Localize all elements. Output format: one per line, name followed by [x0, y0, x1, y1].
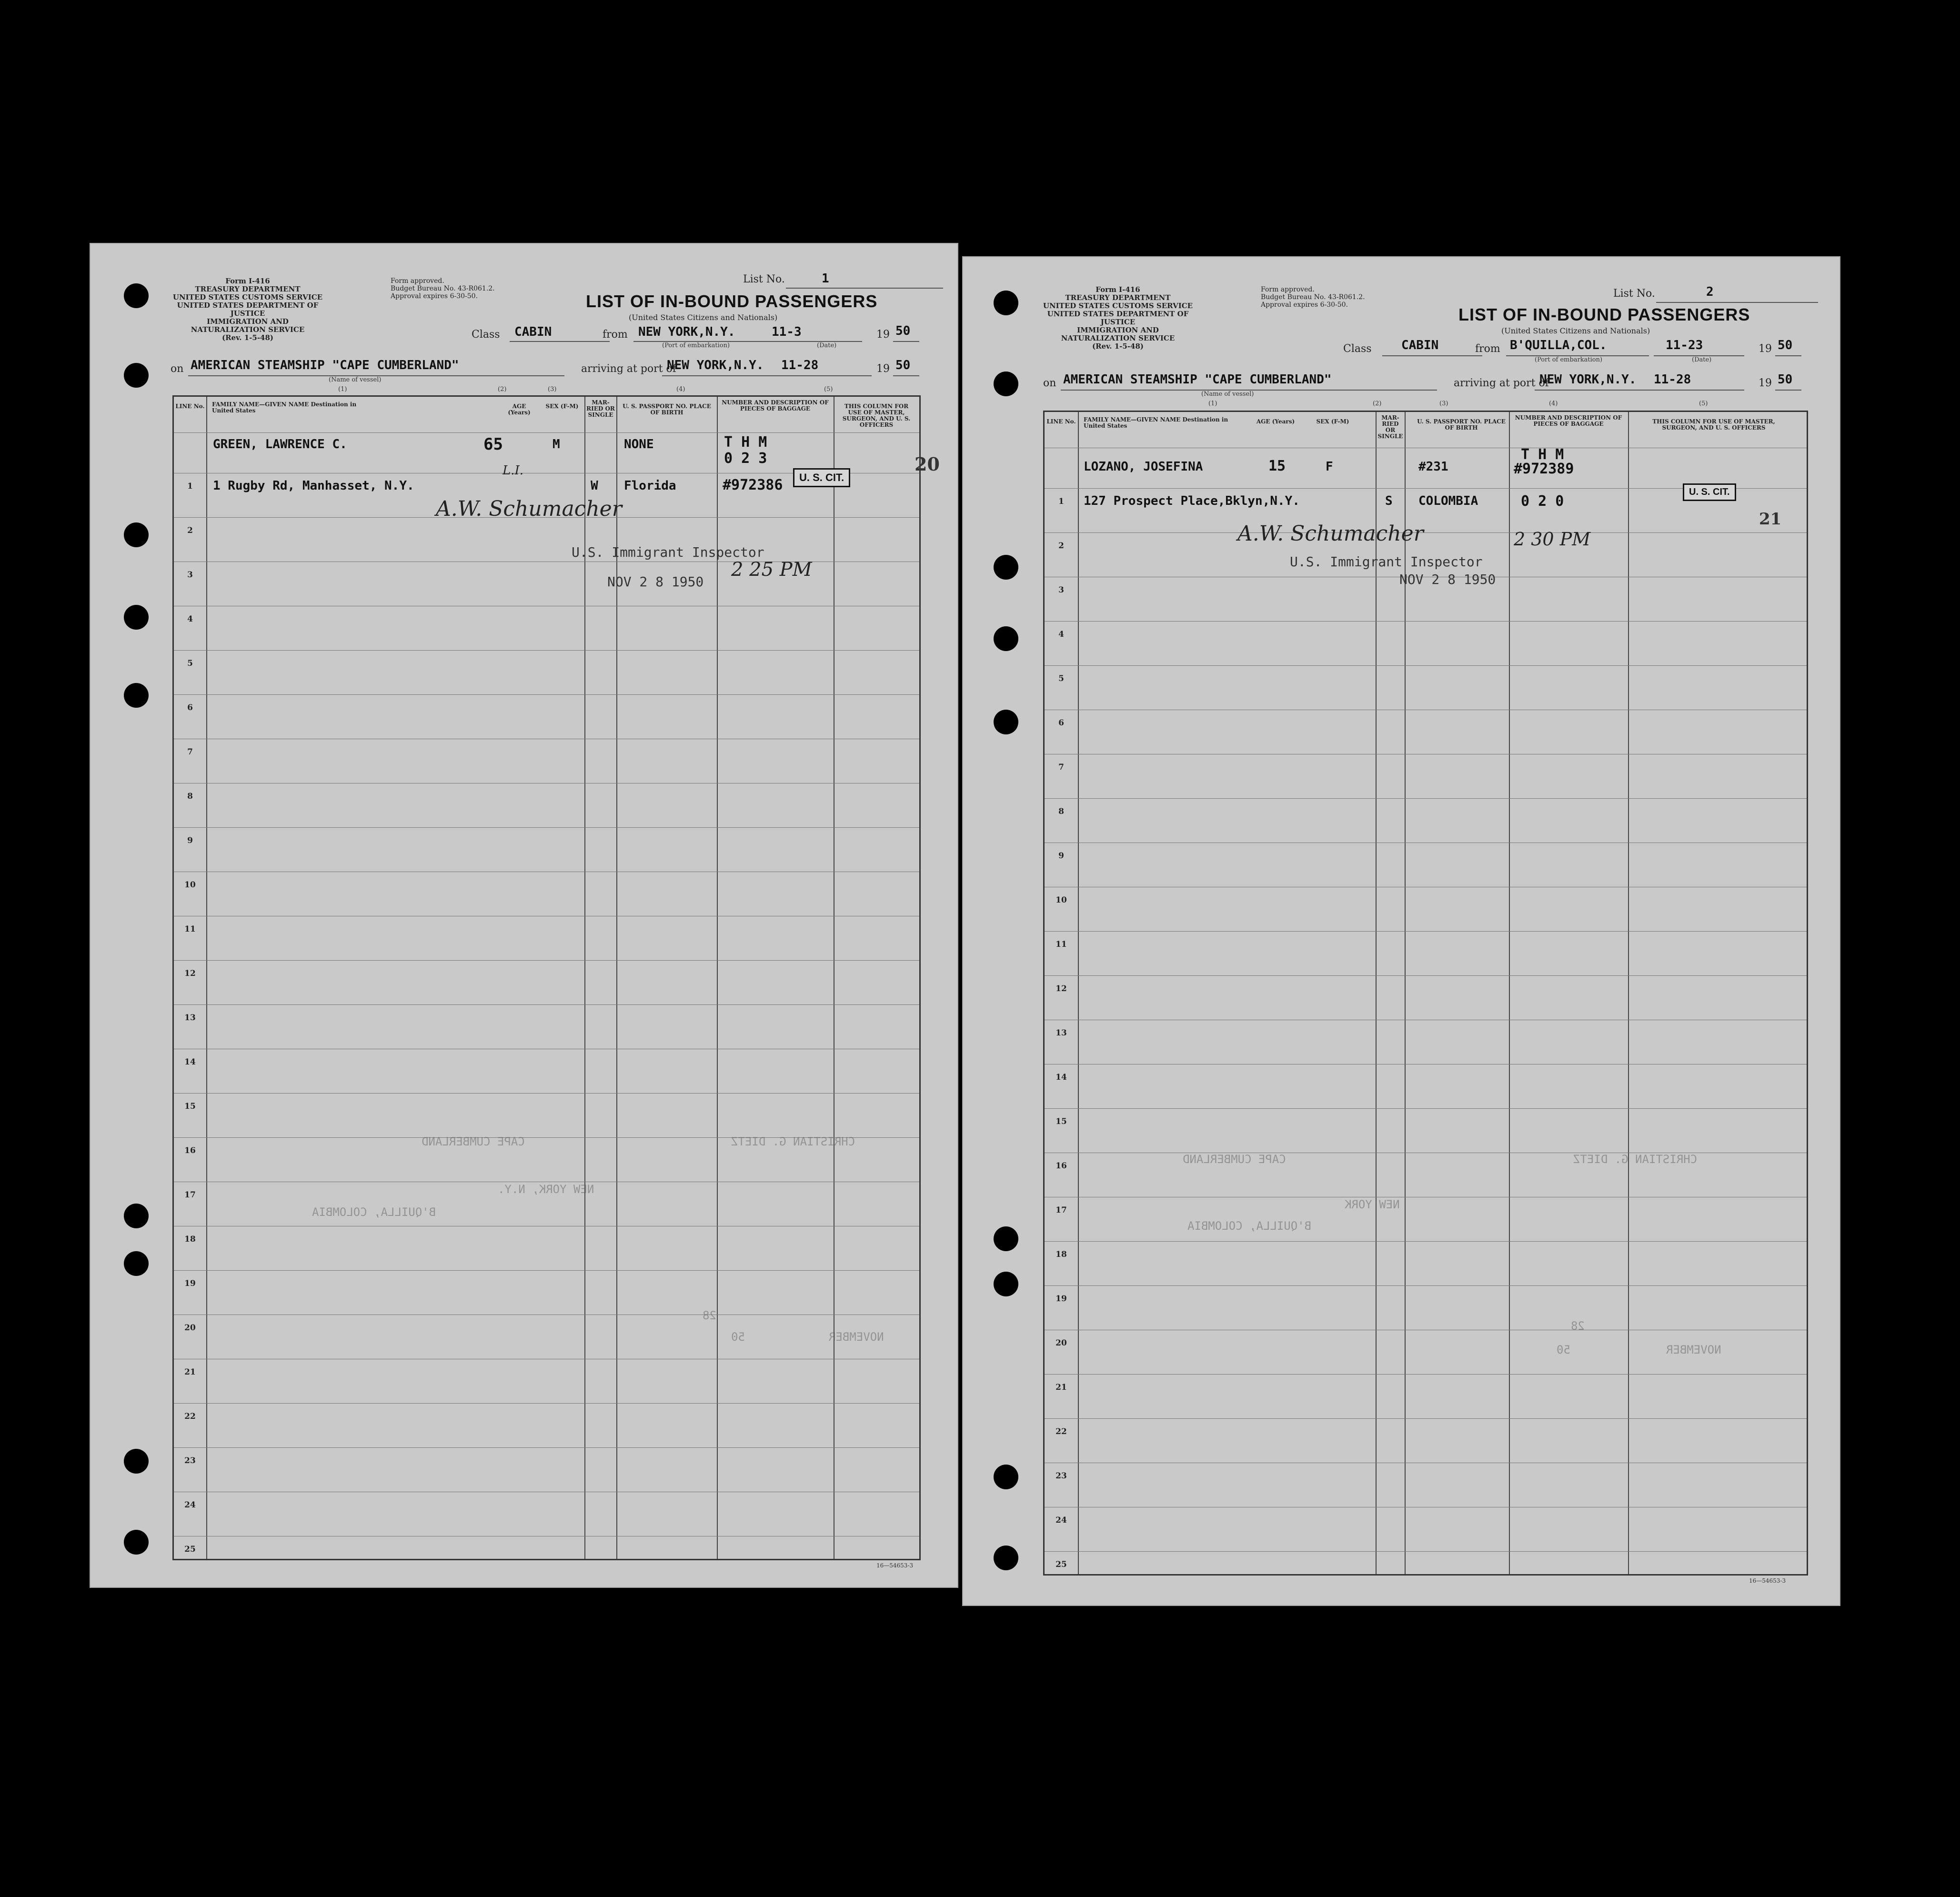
underline	[662, 375, 872, 376]
list-no-value: 1	[822, 271, 829, 286]
bleed-through-text: B'QUILLA, COLOMBIA	[312, 1205, 436, 1219]
us-citizen-stamp: U. S. CIT.	[1683, 483, 1736, 501]
port-embark-note: (Port of embarkation)	[662, 342, 730, 349]
punch-hole	[994, 710, 1018, 734]
passenger-marital: S	[1385, 494, 1393, 508]
department-name: UNITED STATES DEPARTMENT OF JUSTICE	[177, 301, 319, 318]
year-prefix: 19	[876, 363, 890, 375]
col-header-age: AGE (Years)	[1256, 418, 1295, 425]
year-prefix: 19	[1759, 343, 1772, 355]
row-number: 24	[1055, 1516, 1067, 1525]
row-number: 19	[184, 1279, 196, 1288]
column-divider	[616, 397, 617, 1559]
inspector-title: U.S. Immigrant Inspector	[572, 544, 764, 560]
arrival-year: 50	[1778, 372, 1793, 387]
approval-line: Approval expires 6-30-50.	[391, 292, 478, 300]
row-line	[174, 432, 919, 433]
place-of-birth: Florida	[624, 479, 676, 493]
punch-hole	[994, 371, 1018, 396]
departure-date: 11-23	[1666, 338, 1703, 352]
row-number: 4	[1058, 630, 1064, 639]
column-divider	[1509, 412, 1510, 1574]
col-num: (2)	[498, 386, 507, 393]
punch-hole	[124, 683, 149, 708]
row-line	[174, 827, 919, 828]
row-number: 21	[1055, 1383, 1067, 1392]
passport-number: NONE	[624, 437, 654, 452]
underline	[1656, 302, 1818, 303]
col-header-sex: SEX (F-M)	[1316, 418, 1349, 425]
approval-line: Budget Bureau No. 43-R061.2.	[1261, 293, 1365, 301]
row-number: 20	[184, 1323, 196, 1333]
passenger-address: 127 Prospect Place,Bklyn,N.Y.	[1084, 494, 1300, 508]
arrival-port: NEW YORK,N.Y.	[1539, 372, 1637, 387]
passenger-name: GREEN, LAWRENCE C.	[213, 437, 347, 452]
passenger-sex: F	[1326, 460, 1333, 474]
row-line	[174, 1093, 919, 1094]
form-number: Form I-416	[225, 277, 270, 285]
row-line	[1045, 621, 1807, 622]
form-header-block	[171, 277, 324, 342]
print-code: 16—54653-3	[1749, 1577, 1786, 1584]
bleed-through-text: CAPE CUMBERLAND	[422, 1135, 525, 1148]
row-line	[1045, 1551, 1807, 1552]
page-number: 21	[1759, 510, 1782, 529]
manifest-sheet-2	[963, 257, 1839, 1605]
bleed-through-text: NOVEMBER	[829, 1330, 884, 1344]
row-number: 6	[187, 703, 193, 713]
column-divider	[1628, 412, 1629, 1574]
col-header-passport: U. S. PASSPORT NO. PLACE OF BIRTH	[623, 403, 711, 416]
arriving-label: arriving at port of	[1454, 377, 1549, 389]
passenger-name: LOZANO, JOSEFINA	[1084, 460, 1203, 474]
row-number: 17	[184, 1190, 196, 1200]
class-label: Class	[472, 329, 500, 341]
col-num: (2)	[1373, 400, 1382, 407]
col-num: (1)	[338, 386, 347, 393]
inspection-time: 2 25 PM	[731, 559, 812, 581]
col-num: (4)	[676, 386, 685, 393]
col-header-name: FAMILY NAME—GIVEN NAME Destination in United States	[212, 401, 357, 414]
inspection-date-stamp: NOV 2 8 1950	[607, 574, 704, 590]
form-title: LIST OF IN-BOUND PASSENGERS	[586, 291, 878, 311]
department-name: TREASURY DEPARTMENT	[1065, 293, 1171, 302]
class-value: CABIN	[1401, 338, 1439, 352]
row-line	[174, 1270, 919, 1271]
on-label: on	[171, 363, 184, 375]
date-note: (Date)	[817, 342, 837, 349]
approval-line: Form approved.	[1261, 286, 1315, 293]
row-line	[174, 694, 919, 695]
row-number: 11	[1055, 940, 1067, 949]
row-line	[1045, 798, 1807, 799]
approval-line: Budget Bureau No. 43-R061.2.	[391, 285, 495, 292]
inspection-date-stamp: NOV 2 8 1950	[1399, 572, 1496, 587]
row-line	[174, 1447, 919, 1448]
bleed-through-text: 28	[1571, 1319, 1585, 1333]
row-number: 18	[184, 1235, 196, 1244]
punch-hole	[124, 1530, 149, 1555]
form-header-block	[1042, 286, 1194, 351]
port-embark-note: (Port of embarkation)	[1535, 356, 1603, 363]
row-number: 1	[1058, 497, 1064, 506]
row-number: 7	[187, 747, 193, 757]
column-divider	[206, 397, 207, 1559]
list-no-label: List No.	[1613, 288, 1655, 300]
row-number: 8	[1058, 807, 1064, 816]
row-number: 9	[1058, 851, 1064, 861]
row-number: 14	[1055, 1073, 1067, 1082]
address-note: L.I.	[503, 463, 524, 478]
passenger-age: 15	[1268, 458, 1286, 474]
column-divider	[717, 397, 718, 1559]
row-number: 5	[1058, 674, 1064, 683]
service-name: IMMIGRATION AND NATURALIZATION SERVICE	[1061, 326, 1175, 342]
column-divider	[584, 397, 585, 1559]
service-name: IMMIGRATION AND NATURALIZATION SERVICE	[191, 317, 305, 334]
form-subtitle: (United States Citizens and Nationals)	[1501, 326, 1650, 335]
bleed-through-text: B'QUILLA, COLOMBIA	[1187, 1219, 1312, 1233]
row-line	[1045, 1374, 1807, 1375]
row-number: 6	[1058, 718, 1064, 728]
from-label: from	[1475, 343, 1500, 355]
row-number: 12	[1055, 984, 1067, 994]
inspector-signature: A.W. Schumacher	[1237, 522, 1424, 546]
col-header-passport: U. S. PASSPORT NO. PLACE OF BIRTH	[1417, 418, 1506, 431]
bleed-through-text: CHRISTIAN G. DIETZ	[1573, 1153, 1698, 1166]
row-line	[174, 1403, 919, 1404]
punch-hole	[124, 283, 149, 308]
row-number: 16	[184, 1146, 196, 1155]
row-line	[1045, 1108, 1807, 1109]
department-name: UNITED STATES DEPARTMENT OF JUSTICE	[1047, 310, 1189, 326]
underline	[1775, 355, 1801, 356]
approval-line: Approval expires 6-30-50.	[1261, 301, 1348, 309]
row-number: 3	[1058, 585, 1064, 595]
row-number: 15	[1055, 1117, 1067, 1126]
year-prefix: 19	[876, 329, 890, 341]
inspection-time: 2 30 PM	[1514, 529, 1591, 550]
col-header-name: FAMILY NAME—GIVEN NAME Destination in United States	[1084, 416, 1228, 429]
row-number: 3	[187, 570, 193, 580]
row-number: 24	[184, 1500, 196, 1510]
year-prefix: 19	[1759, 377, 1772, 389]
column-divider	[1376, 412, 1377, 1574]
arrival-year: 50	[895, 358, 911, 372]
row-number: 5	[187, 659, 193, 668]
col-num: (3)	[1439, 400, 1448, 407]
from-label: from	[603, 329, 628, 341]
vessel-note: (Name of vessel)	[329, 376, 382, 383]
vessel-name: AMERICAN STEAMSHIP "CAPE CUMBERLAND"	[191, 358, 459, 372]
date-note: (Date)	[1692, 356, 1712, 363]
bleed-through-text: 50	[731, 1330, 745, 1344]
baggage-heads: T H M	[1521, 446, 1564, 463]
row-number: 17	[1055, 1205, 1067, 1215]
row-number: 18	[1055, 1250, 1067, 1259]
row-number: 22	[184, 1412, 196, 1421]
row-number: 13	[184, 1013, 196, 1023]
underline	[767, 341, 862, 342]
punch-hole	[994, 626, 1018, 651]
row-number: 1	[187, 482, 193, 491]
passenger-address: 1 Rugby Rd, Manhasset, N.Y.	[213, 479, 414, 493]
from-value: B'QUILLA,COL.	[1510, 338, 1607, 352]
row-number: 15	[184, 1102, 196, 1111]
baggage-counts: 0 2 3	[724, 450, 767, 467]
form-title: LIST OF IN-BOUND PASSENGERS	[1458, 305, 1750, 324]
row-line	[1045, 931, 1807, 932]
row-number: 2	[187, 526, 193, 535]
underline	[1535, 390, 1744, 391]
col-num: (4)	[1549, 400, 1558, 407]
punch-hole	[124, 1449, 149, 1474]
class-value: CABIN	[514, 325, 552, 339]
inspector-signature: A.W. Schumacher	[436, 497, 622, 521]
row-number: 25	[184, 1545, 196, 1554]
punch-hole	[994, 555, 1018, 580]
department-name: TREASURY DEPARTMENT	[195, 285, 301, 293]
row-line	[1045, 1418, 1807, 1419]
inspector-title: U.S. Immigrant Inspector	[1290, 554, 1483, 570]
row-line	[174, 960, 919, 961]
row-number: 12	[184, 969, 196, 978]
row-line	[1045, 1241, 1807, 1242]
service-name: UNITED STATES CUSTOMS SERVICE	[172, 293, 323, 301]
underline	[510, 341, 610, 342]
place-of-birth: COLOMBIA	[1418, 494, 1478, 508]
col-header-officers: THIS COLUMN FOR USE OF MASTER, SURGEON, AND U. S. OFFICERS	[842, 403, 911, 428]
row-number: 4	[187, 614, 193, 624]
col-header-married: MAR-RIED OR SINGLE	[1377, 414, 1403, 440]
list-no-value: 2	[1706, 285, 1714, 299]
form-number: Form I-416	[1096, 285, 1140, 294]
row-number: 10	[1055, 895, 1067, 905]
col-header-married: MAR-RIED OR SINGLE	[586, 399, 615, 418]
on-label: on	[1043, 377, 1056, 389]
revision-date: (Rev. 1-5-48)	[221, 333, 274, 342]
bleed-through-text: NEW YORK, N.Y.	[498, 1183, 594, 1196]
baggage-counts: 0 2 0	[1521, 493, 1564, 510]
col-num: (3)	[548, 386, 557, 393]
col-num: (5)	[1699, 400, 1708, 407]
arrival-date: 11-28	[1654, 372, 1691, 387]
underline	[893, 375, 919, 376]
passenger-age: 65	[483, 435, 503, 454]
row-number: 9	[187, 836, 193, 845]
year-value: 50	[895, 324, 911, 338]
row-line	[1045, 532, 1807, 533]
passenger-sex: M	[553, 437, 560, 452]
row-number: 14	[184, 1057, 196, 1067]
row-number: 21	[184, 1367, 196, 1377]
arriving-label: arriving at port of	[581, 363, 676, 375]
col-header-age: AGE (Years)	[508, 403, 531, 416]
punch-hole	[124, 522, 149, 547]
punch-hole	[994, 291, 1018, 315]
underline	[786, 288, 943, 289]
punch-hole	[994, 1465, 1018, 1489]
punch-hole	[124, 363, 149, 388]
underline	[1382, 355, 1482, 356]
row-number: 16	[1055, 1161, 1067, 1171]
row-line	[1045, 665, 1807, 666]
row-number: 2	[1058, 541, 1064, 551]
row-number: 19	[1055, 1294, 1067, 1304]
list-no-label: List No.	[743, 273, 785, 285]
underline	[1775, 390, 1801, 391]
underline	[893, 341, 919, 342]
punch-hole	[124, 1204, 149, 1228]
year-value: 50	[1778, 338, 1793, 352]
bleed-through-text: CHRISTIAN G. DIETZ	[731, 1135, 855, 1148]
bleed-through-text: 50	[1557, 1343, 1570, 1356]
approval-block	[1261, 286, 1365, 309]
service-name: UNITED STATES CUSTOMS SERVICE	[1043, 301, 1193, 310]
row-number: 8	[187, 792, 193, 801]
punch-hole	[994, 1272, 1018, 1296]
bleed-through-text: CAPE CUMBERLAND	[1183, 1153, 1286, 1166]
vessel-note: (Name of vessel)	[1201, 391, 1254, 398]
arrival-date: 11-28	[781, 358, 819, 372]
col-header-sex: SEX (F-M)	[545, 403, 579, 410]
baggage-number: #972386	[723, 477, 783, 493]
approval-line: Form approved.	[391, 277, 444, 285]
row-line	[174, 1004, 919, 1005]
punch-hole	[124, 605, 149, 630]
baggage-heads: T H M	[724, 434, 767, 451]
print-code: 16—54653-3	[876, 1562, 914, 1569]
row-number: 23	[184, 1456, 196, 1465]
departure-date: 11-3	[772, 325, 802, 339]
form-subtitle: (United States Citizens and Nationals)	[629, 313, 778, 322]
manifest-table	[1043, 411, 1808, 1576]
baggage-number: #972389	[1514, 461, 1574, 477]
punch-hole	[124, 1251, 149, 1276]
col-header-line: LINE No.	[175, 403, 205, 410]
row-number: 22	[1055, 1427, 1067, 1436]
row-number: 11	[184, 924, 196, 934]
arrival-port: NEW YORK,N.Y.	[667, 358, 764, 372]
manifest-sheet-1	[90, 244, 957, 1587]
row-line	[1045, 1285, 1807, 1286]
col-header-officers: THIS COLUMN FOR USE OF MASTER, SURGEON, AND U. S. OFFICERS	[1652, 418, 1775, 431]
row-number: 13	[1055, 1028, 1067, 1038]
col-header-baggage: NUMBER AND DESCRIPTION OF PIECES OF BAGGAGE	[1515, 414, 1622, 427]
row-number: 25	[1055, 1560, 1067, 1569]
col-num: (1)	[1208, 400, 1217, 407]
col-header-baggage: NUMBER AND DESCRIPTION OF PIECES OF BAGGAGE	[722, 399, 829, 412]
col-num: (5)	[824, 386, 833, 393]
bleed-through-text: NOVEMBER	[1666, 1343, 1721, 1356]
revision-date: (Rev. 1-5-48)	[1092, 342, 1144, 351]
page-number: 20	[915, 453, 940, 475]
bleed-through-text: NEW YORK	[1345, 1198, 1400, 1211]
manifest-table	[172, 395, 921, 1560]
passport-number: #231	[1418, 460, 1448, 474]
passenger-marital: W	[591, 479, 598, 493]
us-citizen-stamp: U. S. CIT.	[793, 468, 850, 487]
vessel-name: AMERICAN STEAMSHIP "CAPE CUMBERLAND"	[1063, 372, 1332, 387]
bleed-through-text: 28	[703, 1309, 716, 1322]
col-header-line: LINE No.	[1046, 418, 1076, 425]
row-line	[174, 650, 919, 651]
row-line	[1045, 975, 1807, 976]
approval-block	[391, 277, 495, 300]
punch-hole	[994, 1226, 1018, 1251]
punch-hole	[994, 1546, 1018, 1570]
column-divider	[1078, 412, 1079, 1574]
row-number: 10	[184, 880, 196, 890]
row-number: 23	[1055, 1471, 1067, 1481]
from-value: NEW YORK,N.Y.	[638, 325, 735, 339]
row-number: 20	[1055, 1338, 1067, 1348]
row-number: 7	[1058, 763, 1064, 772]
class-label: Class	[1343, 343, 1372, 355]
